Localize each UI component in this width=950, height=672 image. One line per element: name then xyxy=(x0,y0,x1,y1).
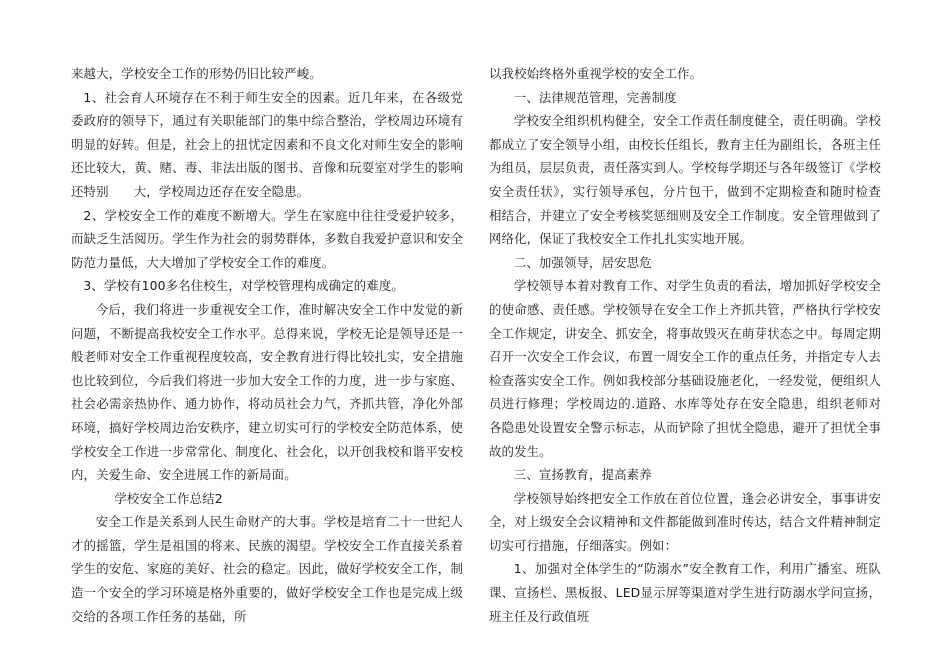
paragraph-point-2: 2、学校安全工作的难度不断增大。学生在家庭中往往受爱护较多，而缺乏生活阅历。学生作为社会的弱势群体，多数自我爱护意识和安全防范力量低，大大增加了学校安全工作的难度。 xyxy=(71,207,463,270)
paragraph-intro: 安全工作是关系到人民生命财产的大事。学校是培育二十一世纪人才的摇篮，学生是祖国的将来、民族的渴望。学校安全工作直接关系着学生的安危、家庭的美好、社会的稳定。因此，做好学校安全工作，制造一个安全的学习环境是格外重要的，做好学校安全工作也是完成上级交给的各项工作任务的基础，所 xyxy=(71,514,463,624)
paragraph-leadership: 学校领导本着对教育工作、对学生负责的看法，增加抓好学校安全的使命感、责任感。学校领导在安全工作上齐抓共管，严格执行学校安全工作规定，讲安全、抓安全，将事故毁灭在萌芽状态之中。每周定期召开一次安全工作会议，布置一周安全工作的重点任务，并指定专人去检查落实安全工作。例如我校部分基础设施老化，一经发觉，便组织人员进行修理；学校周边的.道路、水库等处存在安全隐患，组织老师对各隐患处设置安全警示标志，从而铲除了担忧全隐患，避开了担忧全事故的发生。 xyxy=(489,278,881,459)
paragraph-management: 学校安全组织机构健全，安全工作责任制度健全，责任明确。学校都成立了安全领导小组，由校长任组长，教育主任为副组长，各班主任为组员，层层负责，责任落实到人。学校每学期还与各年级签订《学校安全责任状》，实行领导承包，分片包干，做到不定期检查和随时检查相结合，并建立了安全考核奖惩细则及安全工作制度。安全管理做到了网络化，保证了我校安全工作扎扎实实地开展。 xyxy=(489,113,881,247)
heading-2: 二、加强领导，居安思危 xyxy=(513,254,652,270)
right-column xyxy=(489,62,881,628)
paragraph-education: 学校领导始终把安全工作放在首位位置，逢会必讲安全，事事讲安全，对上级安全会议精神和文件都能做到准时传达，结合文件精神制定切实可行措施，仔细落实。例如： xyxy=(489,490,881,553)
heading-1: 一、法律规范管理，完善制度 xyxy=(513,89,677,105)
paragraph-continuation: 以我校始终格外重视学校的安全工作。 xyxy=(489,66,703,81)
paragraph-point-1: 1、加强对全体学生的“防溺水”安全教育工作，利用广播室、班队课、宣扬栏、黑板报、LED显示屏等渠道对学生进行防溺水学问宣扬，班主任及行政值班 xyxy=(489,561,881,624)
paragraph-continuation: 来越大，学校安全工作的形势仍旧比较严峻。 xyxy=(71,66,322,81)
paragraph-point-1: 1、社会育人环境存在不利于师生安全的因素。近几年来，在各级党委政府的领导下，通过有关职能部门的集中综合整治，学校周边环境有明显的好转。但是，社会上的扭忧定因素和不良文化对师生安全的影响还比较大，黄、赌、毒、非法出版的图书、音像和玩耍室对学生的影响还特别 大，学校周边还存在安全隐患。 xyxy=(71,89,463,199)
heading-3: 三、宣扬教育，提高素养 xyxy=(513,467,652,483)
left-column xyxy=(71,62,463,628)
paragraph-future-work: 今后，我们将进一步重视安全工作，准时解决安全工作中发觉的新问题，不断提高我校安全工作水平。总得来说，学校无论是领导还是一般老师对安全工作重视程度较高，安全教育进行得比较扎实，安全措施也比较到位，今后我们将进一步加大安全工作的力度，进一步与家庭、社会必需亲热协作、通力协作，将动员社会力气，齐抓共管，净化外部环境，搞好学校周边治安秩序，建立切实可行的学校安全防范体系，使学校安全工作进一步常常化、制度化、社会化，以开创我校和谐平安校内，关爱生命、安全进展工作的新局面。 xyxy=(71,301,463,483)
paragraph-point-3: 3、学校有100多名住校生，对学校管理构成确定的难度。 xyxy=(83,278,404,294)
section-heading: 学校安全工作总结2 xyxy=(114,490,223,506)
